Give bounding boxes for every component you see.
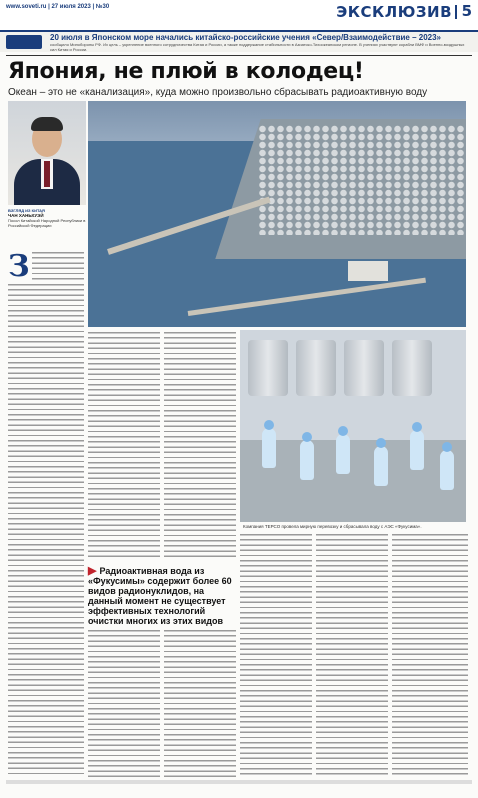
- section-rubric: ЭКСКЛЮЗИВ: [336, 3, 452, 21]
- body-text-col3-bottom: [164, 630, 236, 778]
- photo-worker-head: [412, 422, 422, 432]
- news-logo-icon: [6, 35, 42, 49]
- page-header: [0, 0, 478, 32]
- photo-worker: [300, 440, 314, 480]
- body-text-col6: [392, 534, 468, 778]
- dropcap: З: [8, 249, 30, 284]
- photo-worker-head: [376, 438, 386, 448]
- photo-worker-head: [338, 426, 348, 436]
- arrow-icon: ▶: [88, 565, 97, 577]
- port-aerial-photo: [88, 101, 466, 327]
- news-strip-body: сообщило Минобороны РФ. Их цель – укрепление военного сотрудничества Китая и России, а также поддержание стабильности в Азиатско-Тихоокеанском регионе. В учениях участвуют корабли ВМФ и Военно-воздушных сил Китая и России.: [50, 43, 465, 52]
- body-text-col5: [316, 534, 388, 778]
- photo-worker-head: [302, 432, 312, 442]
- footer-bar: [6, 780, 472, 784]
- photo-worker-head: [264, 420, 274, 430]
- photo-tank: [392, 340, 432, 396]
- photo-caption: Компания ТЕРСО провела мирную перевозку и сбрасывала воду с АЭС «Фукусима».: [243, 524, 422, 529]
- author-portrait: [8, 101, 86, 205]
- pull-quote-text: Радиоактивная вода из «Фукусимы» содержит более 60 видов радионуклидов, на данный момент не существует эффективных технологий очистки многих из этих видов: [88, 566, 232, 626]
- body-text-col4: [240, 534, 312, 778]
- news-strip-headline: 20 июля в Японском море начались китайско-российские учения «Север/Взаимодействие – 2023»: [50, 33, 442, 42]
- photo-worker: [262, 428, 276, 468]
- page-number: 5: [461, 2, 472, 20]
- author-caption: [8, 208, 88, 228]
- author-label: ВЗГЛЯД ИЗ КИТАЯ: [8, 208, 45, 213]
- workers-photo: [240, 330, 466, 522]
- body-text-col1: [8, 284, 84, 778]
- issue-meta: www.soveti.ru | 27 июля 2023 | №30: [6, 4, 110, 10]
- body-text-col1-top: [32, 252, 84, 280]
- photo-tank: [248, 340, 288, 396]
- divider: [6, 55, 472, 56]
- photo-tank: [296, 340, 336, 396]
- body-text-col3: [164, 332, 236, 558]
- photo-worker: [336, 434, 350, 474]
- photo-worker: [440, 450, 454, 490]
- photo-tank: [344, 340, 384, 396]
- body-text-col2-bottom: [88, 630, 160, 778]
- news-strip: [0, 32, 478, 52]
- photo-worker: [410, 430, 424, 470]
- portrait-hair: [31, 117, 63, 131]
- body-text-col2: [88, 332, 160, 558]
- photo-building: [348, 261, 388, 281]
- photo-worker-head: [442, 442, 452, 452]
- author-role: Посол Китайской Народной Республики в Российской Федерации: [8, 218, 86, 228]
- author-name: ЧАН ХАНЬХУЭЙ: [8, 213, 44, 218]
- article-title: Япония, не плюй в колодец!: [8, 59, 364, 84]
- article-subtitle: Океан – это не «канализация», куда можно произвольно сбрасывать радиоактивную воду: [8, 87, 428, 98]
- portrait-tie: [44, 161, 50, 187]
- pull-quote: [88, 566, 238, 626]
- photo-worker: [374, 446, 388, 486]
- photo-tanks: [258, 125, 466, 235]
